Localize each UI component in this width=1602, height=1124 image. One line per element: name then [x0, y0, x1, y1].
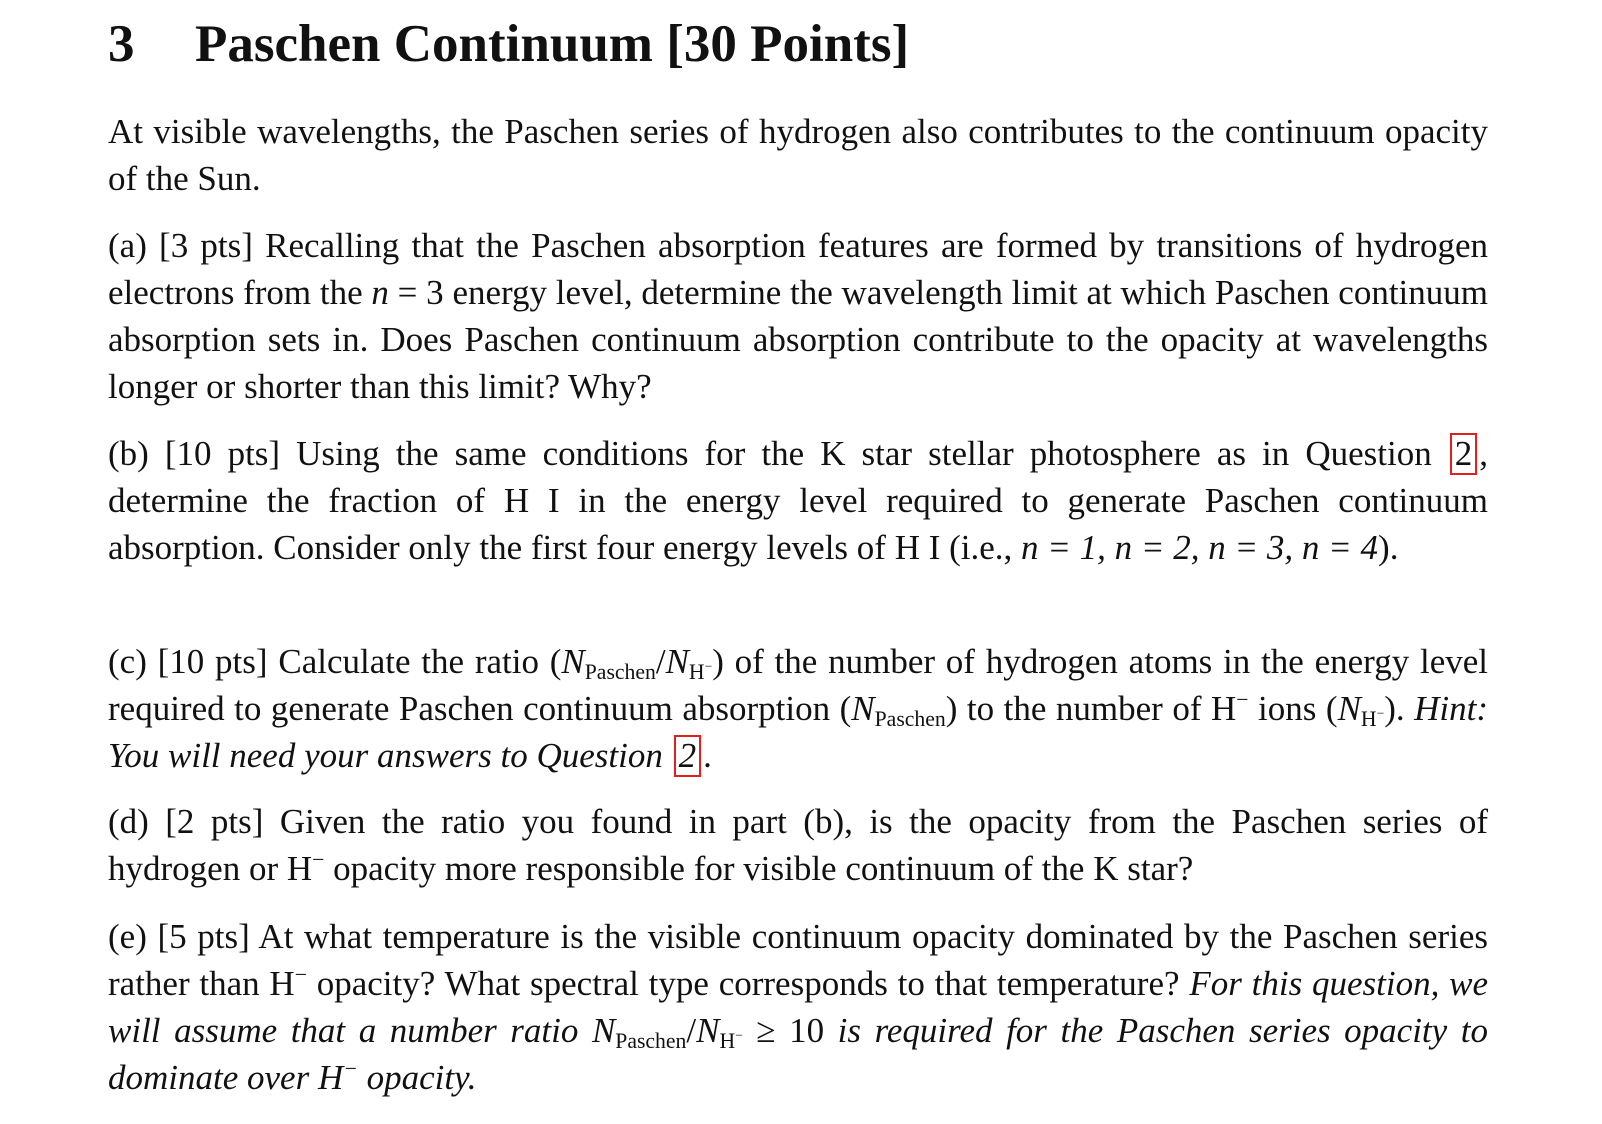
part-d-label: (d) [2 pts] — [108, 802, 264, 841]
part-c-label: (c) [10 pts] — [108, 642, 268, 681]
intro-paragraph — [108, 108, 1488, 202]
part-a-label: (a) [3 pts] — [108, 226, 253, 265]
part-d: (d) [2 pts] Given the ratio you found in part (b), is the opacity from the Paschen series of hydrogen or H− opacity more responsible for visible continuum of the K star? — [108, 802, 1488, 888]
part-a: (a) [3 pts] Recalling that the Paschen absorption features are formed by transitions of hydrogen electrons from the n = 3 energy level, determine the wavelength limit at which Paschen continuum absorption sets in. Does Paschen continuum absorption contribute to the opacity at wavelengths longer or shorter than this limit? Why? — [108, 226, 1489, 406]
part-e-label: (e) [5 pts] — [108, 917, 250, 956]
question-2-link[interactable]: 2 — [1450, 433, 1478, 475]
section-heading — [108, 12, 909, 76]
part-b: (b) [10 pts] Using the same conditions for the K star stellar photosphere as in Question 2 , determine the fraction of H I in the energy level required to generate Paschen continuum absorption. Consider only the first four energy levels of H I (i.e., n = 1, n = 2, n = 3, n = 4). — [108, 434, 1489, 567]
section-number: 3 — [108, 15, 135, 73]
part-c: (c) [10 pts] Calculate the ratio $(N_{Paschen}/N_{H^-})$ of the number of hydrogen atoms in the energy level required to generate Paschen continuum absorption $(N_{Paschen})$ to the number of H− ions $(N_{H^-})$. Hint: You will need your answers to Question 2 . — [108, 642, 1489, 775]
part-e: (e) [5 pts] At what temperature is the visible continuum opacity dominated by the Paschen series rather than H− opacity? What spectral type corresponds to that temperature? For this question, we will assume that a number ratio $N_{Paschen}/N_{H^-} \ge 10$ is required for the Paschen series opacity to dominate over H− opacity. — [108, 917, 1488, 1097]
question-2-link-hint[interactable]: 2 — [674, 735, 702, 777]
section-title: Paschen Continuum [30 Points] — [195, 15, 910, 73]
part-b-label: (b) [10 pts] — [108, 434, 281, 473]
intro-text: At visible wavelengths, the Paschen series of hydrogen also contributes to the continuum opacity of the Sun. — [108, 112, 1488, 198]
hint-text: Hint: You will need your answers to Question — [108, 689, 1489, 775]
